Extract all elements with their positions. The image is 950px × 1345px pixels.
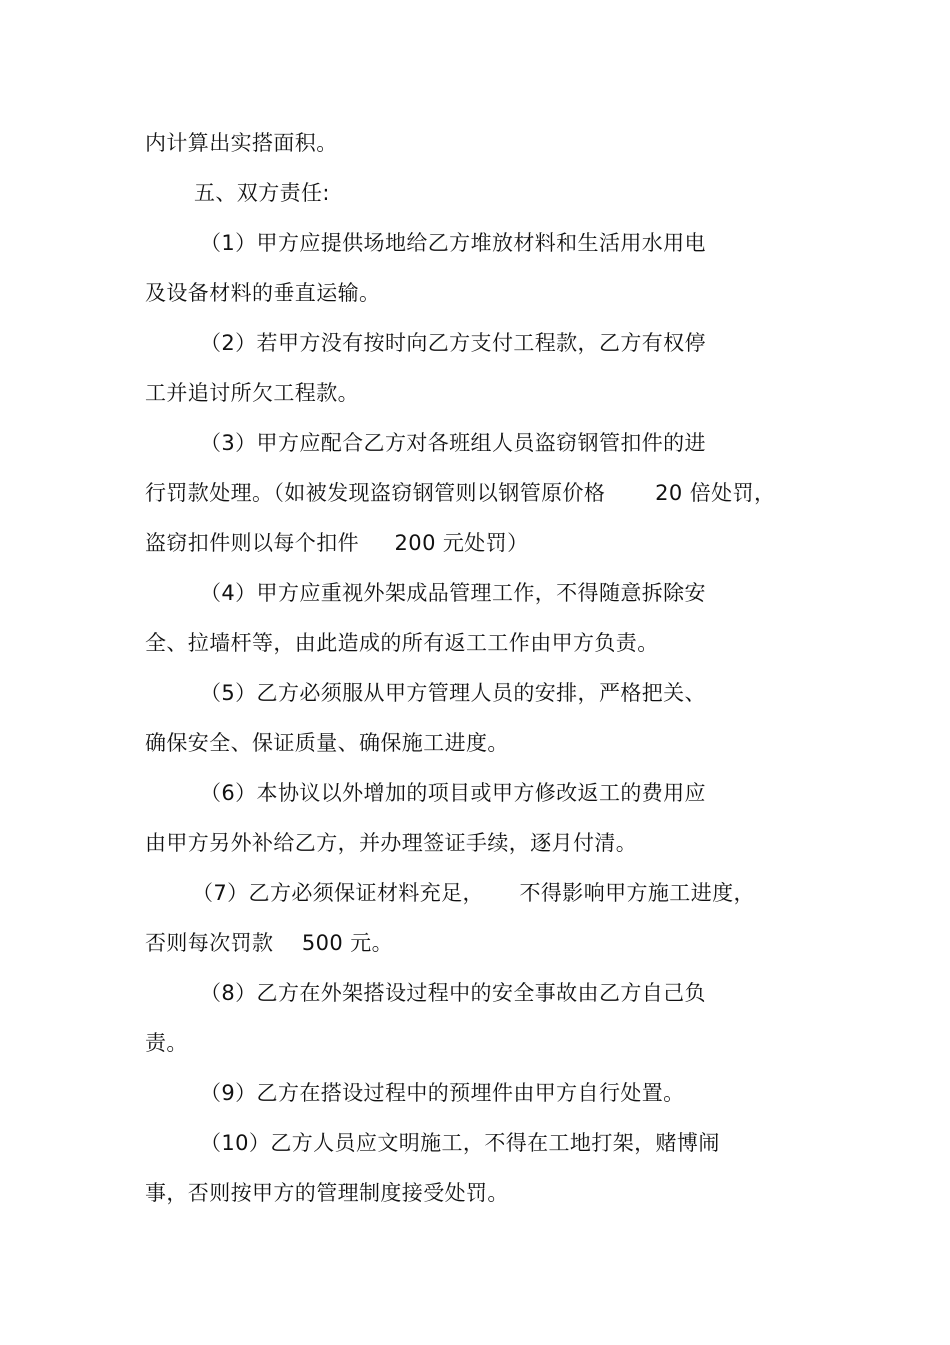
- clause-10-line-1: （10）乙方人员应文明施工，不得在工地打架，赌博闹: [200, 1131, 720, 1155]
- clause-7-line-2: 否则每次罚款 500 元。: [145, 931, 394, 955]
- clause-3-line-1: （3）甲方应配合乙方对各班组人员盗窃钢管扣件的进: [200, 431, 706, 455]
- clause-8-line-2: 责。: [145, 1031, 188, 1055]
- clause-5-line-2: 确保安全、保证质量、确保施工进度。: [145, 731, 509, 755]
- clause-8-line-1: （8）乙方在外架搭设过程中的安全事故由乙方自己负: [200, 981, 706, 1005]
- clause-5-line-1: （5）乙方必须服从甲方管理人员的安排，严格把关、: [200, 681, 706, 705]
- clause-4-line-2: 全、拉墙杆等，由此造成的所有返工工作由甲方负责。: [145, 631, 659, 655]
- clause-6-line-2: 由甲方另外补给乙方，并办理签证手续，逐月付清。: [145, 831, 638, 855]
- clause-3-line-3: 盗窃扣件则以每个扣件 200 元处罚）: [145, 531, 529, 555]
- clause-6-line-1: （6）本协议以外增加的项目或甲方修改返工的费用应: [200, 781, 706, 805]
- clause-1-line-2: 及设备材料的垂直运输。: [145, 281, 381, 305]
- clause-1-line-1: （1）甲方应提供场地给乙方堆放材料和生活用水用电: [200, 231, 706, 255]
- clause-9-line-1: （9）乙方在搭设过程中的预埋件由甲方自行处置。: [200, 1081, 685, 1105]
- clause-3-line-2: 行罚款处理。（如被发现盗窃钢管则以钢管原价格 20 倍处罚，: [145, 481, 776, 505]
- clause-2-line-1: （2）若甲方没有按时向乙方支付工程款，乙方有权停: [200, 331, 706, 355]
- clause-7-line-1: （7）乙方必须保证材料充足， 不得影响甲方施工进度，: [192, 881, 755, 905]
- text-line-1: 内计算出实搭面积。: [145, 131, 338, 155]
- clause-2-line-2: 工并追讨所欠工程款。: [145, 381, 359, 405]
- clause-10-line-2: 事，否则按甲方的管理制度接受处罚。: [145, 1181, 509, 1205]
- section-heading-responsibilities: 五、双方责任:: [194, 181, 330, 205]
- clause-4-line-1: （4）甲方应重视外架成品管理工作，不得随意拆除安: [200, 581, 706, 605]
